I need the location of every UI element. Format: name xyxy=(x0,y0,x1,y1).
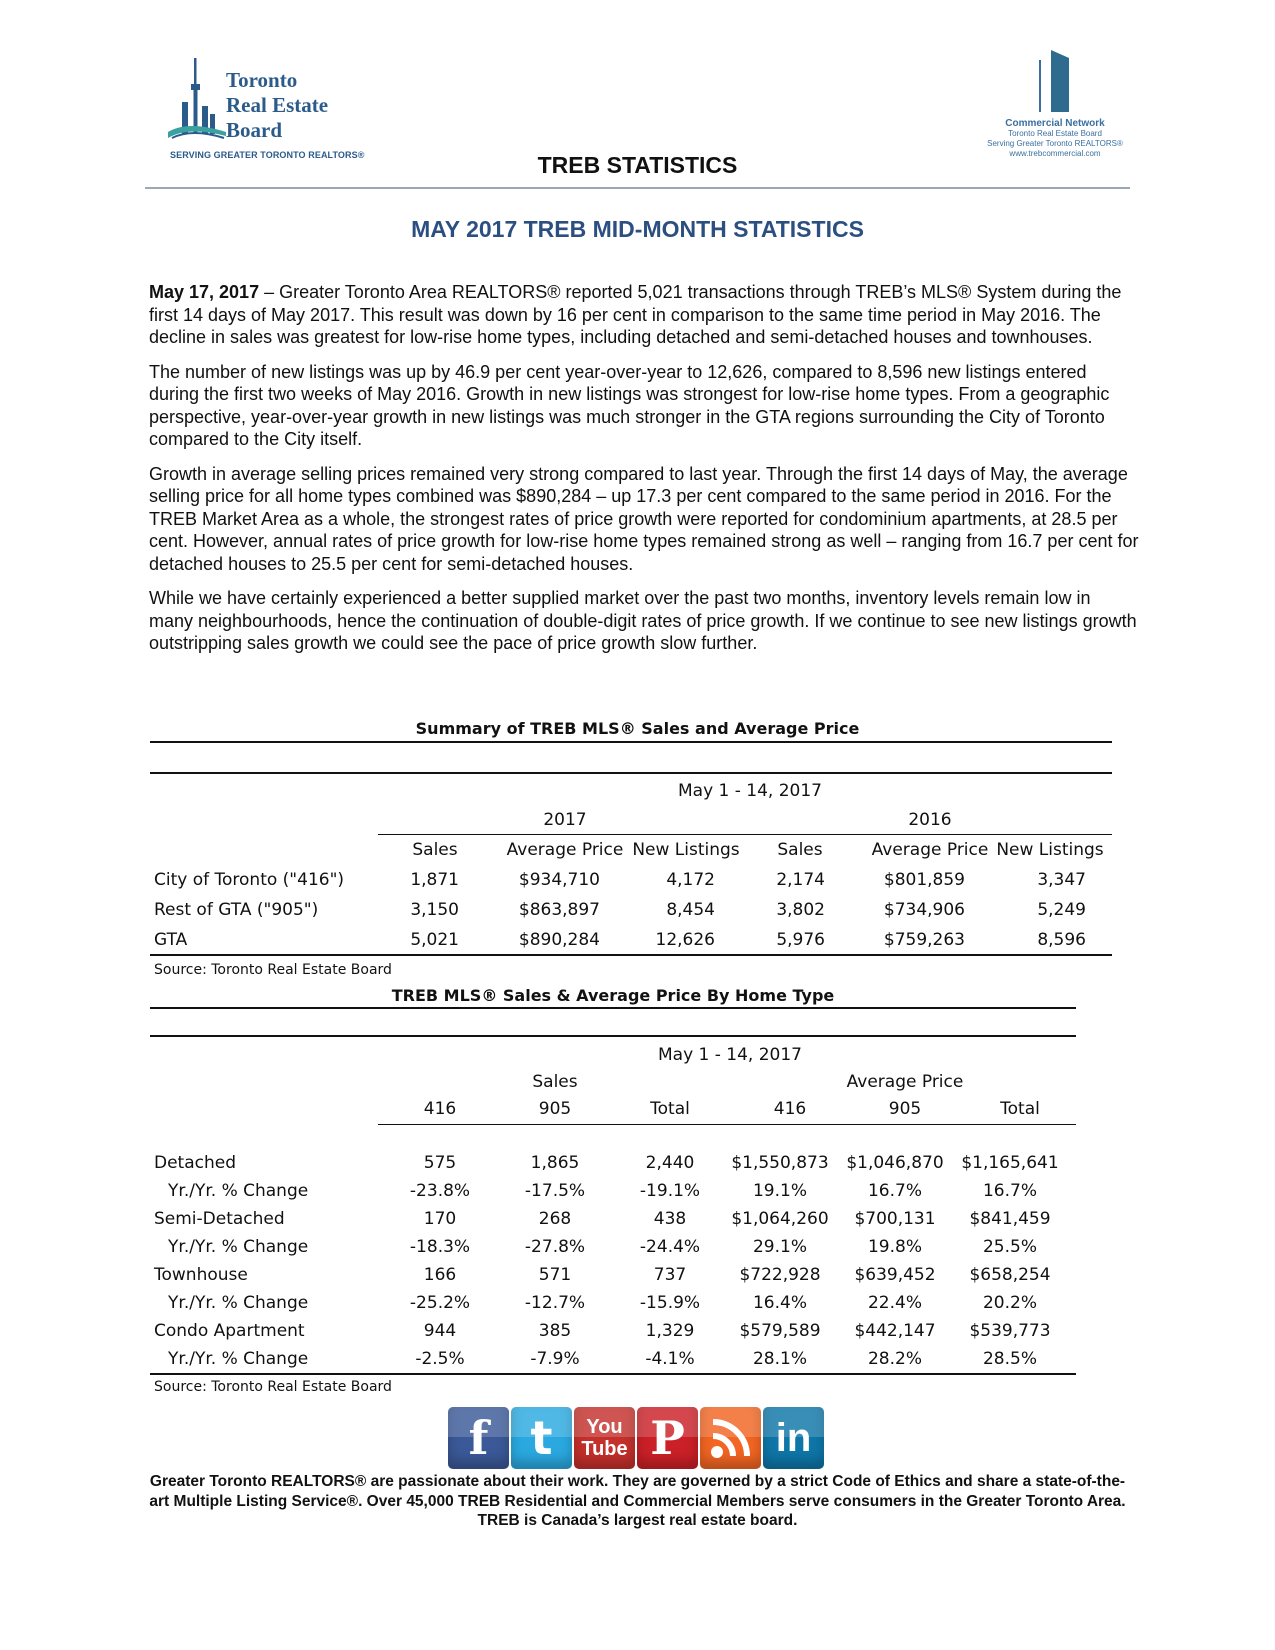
home-type-group-sales: Sales xyxy=(532,1072,578,1092)
commercial-network-line1: Toronto Real Estate Board xyxy=(1008,129,1102,138)
dateline: May 17, 2017 xyxy=(149,282,260,302)
table-cell: 170 xyxy=(423,1209,457,1229)
col-header: Sales xyxy=(412,840,458,860)
table-cell: $722,928 xyxy=(739,1265,821,1285)
table-cell: $1,046,870 xyxy=(846,1153,944,1173)
table-cell: $863,897 xyxy=(518,900,600,920)
table-cell: 385 xyxy=(538,1321,572,1341)
home-type-table-title: TREB MLS® Sales & Average Price By Home Type xyxy=(391,986,835,1005)
table-cell: 166 xyxy=(423,1265,457,1285)
summary-table-year-2016: 2016 xyxy=(908,810,952,830)
paragraph-2: The number of new listings was up by 46.9 per cent year-over-year to 12,626, compared to 8,596 new listings entered during the first two weeks of May 2016. Growth in new listings was strongest for low-rise home types. From a geographic perspective, year-over-year growth in new listings was much stronger in the GTA regions surrounding the City of Toronto compared to the City itself. xyxy=(149,361,1110,449)
home-type-table-period: May 1 - 14, 2017 xyxy=(657,1045,802,1065)
table-cell: -17.5% xyxy=(524,1181,586,1201)
commercial-network-url: www.trebcommercial.com xyxy=(1009,149,1101,158)
table-cell: $442,147 xyxy=(854,1321,936,1341)
linkedin-icon-glyph: in xyxy=(775,1415,812,1460)
table-cell: 25.5% xyxy=(982,1237,1037,1257)
table-cell: -27.8% xyxy=(524,1237,586,1257)
row-label: Yr./Yr. % Change xyxy=(168,1237,309,1257)
page-title: MAY 2017 TREB MID-MONTH STATISTICS xyxy=(411,216,864,242)
facebook-icon[interactable] xyxy=(448,1407,509,1469)
table-cell: -7.9% xyxy=(530,1349,580,1369)
col-header: Average Price xyxy=(506,840,624,860)
row-label: Yr./Yr. % Change xyxy=(168,1181,309,1201)
table-cell: 28.5% xyxy=(982,1349,1037,1369)
table-cell: -25.2% xyxy=(409,1293,471,1313)
table-cell: $700,131 xyxy=(854,1209,936,1229)
summary-table-rule-bottom xyxy=(150,954,1112,956)
table-cell: 29.1% xyxy=(752,1237,807,1257)
col-header: New Listings xyxy=(996,840,1104,860)
table-cell: 12,626 xyxy=(655,930,715,950)
paragraph-1-text: – Greater Toronto Area REALTORS® reported 5,021 transactions through TREB’s MLS® System during the first 14 days of May 2017. This result was down by 16 per cent in comparison to the same time period in May 2016. The decline in sales was greatest for low-rise home types, including detached and semi-detached houses and townhouses. xyxy=(149,282,1122,347)
table-cell: 22.4% xyxy=(867,1293,922,1313)
row-label: GTA xyxy=(154,930,188,950)
row-label: Yr./Yr. % Change xyxy=(168,1293,309,1313)
table-cell: $759,263 xyxy=(883,930,965,950)
table-cell: 1,871 xyxy=(410,870,459,890)
table-cell: $539,773 xyxy=(969,1321,1051,1341)
paragraph-3: Growth in average selling prices remained very strong compared to last year. Through the first 14 days of May, the average selling price for all home types combined was $890,284 – up 17.3 per cent compared to the same period in 2016. For the TREB Market Area as a whole, the strongest rates of price growth were reported for condominium apartments, at 28.5 per cent. However, annual rates of price growth for low-rise home types remained strong as well – ranging from 16.7 per cent for detached houses to 25.5 per cent for semi-detached houses. xyxy=(149,463,1139,574)
table-cell: 19.1% xyxy=(752,1181,807,1201)
col-header: 416 xyxy=(773,1099,807,1119)
summary-table-year-2017: 2017 xyxy=(543,810,587,830)
table-cell: 571 xyxy=(538,1265,572,1285)
table-cell: 3,802 xyxy=(776,900,825,920)
paragraph-4: While we have certainly experienced a better supplied market over the past two months, inventory levels remain low in many neighbourhoods, hence the continuation of double-digit rates of price growth. If we continue to see new listings growth outstripping sales growth we could see the pace of price growth slow further. xyxy=(149,588,1137,653)
commercial-network-building-icon xyxy=(1035,50,1075,112)
table-cell: $658,254 xyxy=(969,1265,1051,1285)
table-cell: 16.7% xyxy=(982,1181,1037,1201)
youtube-icon-glyph: You Tube xyxy=(581,1416,628,1460)
paragraph-1 xyxy=(149,281,1139,349)
col-header: Total xyxy=(650,1099,690,1119)
table-cell: 1,329 xyxy=(645,1321,695,1341)
table-cell: 5,976 xyxy=(776,930,825,950)
table-cell: 16.4% xyxy=(752,1293,807,1313)
linkedin-icon[interactable] xyxy=(763,1407,824,1469)
summary-table-rule-2 xyxy=(150,772,1112,774)
table-cell: $841,459 xyxy=(969,1209,1051,1229)
table-cell: $1,165,641 xyxy=(961,1153,1059,1173)
youtube-icon[interactable] xyxy=(574,1407,635,1469)
table-cell: 575 xyxy=(423,1153,457,1173)
row-label: Townhouse xyxy=(154,1265,248,1285)
table-cell: 3,150 xyxy=(410,900,459,920)
col-header: Total xyxy=(1000,1099,1040,1119)
table-cell: 5,021 xyxy=(410,930,459,950)
row-label: Rest of GTA ("905") xyxy=(154,900,319,920)
table-cell: -24.4% xyxy=(639,1237,701,1257)
treb-logo-tagline: SERVING GREATER TORONTO REALTORS® xyxy=(170,150,365,160)
home-type-table-source: Source: Toronto Real Estate Board xyxy=(154,1379,392,1395)
row-label: Condo Apartment xyxy=(154,1321,305,1341)
row-label: Semi-Detached xyxy=(154,1209,285,1229)
table-cell: 3,347 xyxy=(1037,870,1086,890)
table-cell: $1,550,873 xyxy=(731,1153,829,1173)
col-header: 905 xyxy=(888,1099,922,1119)
table-cell: -18.3% xyxy=(409,1237,471,1257)
commercial-network-line2: Serving Greater Toronto REALTORS® xyxy=(987,139,1123,148)
table-cell: -12.7% xyxy=(524,1293,586,1313)
home-type-table-rule-2 xyxy=(150,1035,1076,1037)
col-header: 416 xyxy=(423,1099,457,1119)
commercial-network-title: Commercial Network xyxy=(1005,118,1105,129)
home-type-table-rule-top xyxy=(150,1007,1076,1009)
home-type-group-price: Average Price xyxy=(846,1072,964,1092)
summary-table-title: Summary of TREB MLS® Sales and Average Price xyxy=(415,719,860,738)
table-cell: 28.1% xyxy=(752,1349,807,1369)
row-label: City of Toronto ("416") xyxy=(154,870,345,890)
summary-table-rule-top xyxy=(150,741,1112,743)
row-label: Yr./Yr. % Change xyxy=(168,1349,309,1369)
table-cell: 2,174 xyxy=(776,870,825,890)
table-cell: -15.9% xyxy=(639,1293,701,1313)
table-cell: 268 xyxy=(538,1209,572,1229)
table-cell: 438 xyxy=(653,1209,687,1229)
footer-text: Greater Toronto REALTORS® are passionate about their work. They are governed by a strict Code of Ethics and share a state-of-the-art Multiple Listing Service®. Over 45,000 TREB Residential and Commercial Members serve consumers in the Greater Toronto Area. TREB is Canada’s largest real estate board. xyxy=(149,1473,1126,1529)
social-links xyxy=(448,1407,826,1469)
table-cell: 4,172 xyxy=(666,870,715,890)
pinterest-icon[interactable] xyxy=(637,1407,698,1469)
table-cell: 16.7% xyxy=(867,1181,922,1201)
home-type-table-rule-bottom xyxy=(150,1373,1076,1375)
table-cell: $934,710 xyxy=(518,870,600,890)
col-header: Average Price xyxy=(871,840,989,860)
treb-logo-name: Toronto Real Estate Board xyxy=(226,68,329,142)
table-cell: $1,064,260 xyxy=(731,1209,829,1229)
col-header: Sales xyxy=(777,840,823,860)
rss-icon[interactable] xyxy=(700,1407,761,1469)
table-cell: 944 xyxy=(423,1321,457,1341)
table-cell: 737 xyxy=(653,1265,687,1285)
table-cell: $890,284 xyxy=(518,930,600,950)
table-cell: 19.8% xyxy=(867,1237,922,1257)
table-cell: 2,440 xyxy=(645,1153,695,1173)
table-cell: $639,452 xyxy=(854,1265,936,1285)
table-cell: -19.1% xyxy=(639,1181,701,1201)
table-cell: 28.2% xyxy=(867,1349,922,1369)
pinterest-icon-glyph: P xyxy=(650,1411,685,1465)
table-cell: $801,859 xyxy=(883,870,965,890)
facebook-icon-glyph: f xyxy=(468,1411,489,1465)
summary-table-source: Source: Toronto Real Estate Board xyxy=(154,962,392,978)
table-cell: $579,589 xyxy=(739,1321,821,1341)
summary-table-header-rule xyxy=(378,834,1112,835)
table-cell: 8,596 xyxy=(1037,930,1086,950)
table-cell: -2.5% xyxy=(415,1349,465,1369)
article-body xyxy=(149,281,1139,667)
twitter-icon-glyph: t xyxy=(530,1411,553,1465)
table-cell: 5,249 xyxy=(1037,900,1086,920)
header-divider xyxy=(145,187,1130,189)
home-type-table-header-rule xyxy=(378,1124,1076,1125)
table-cell: -23.8% xyxy=(409,1181,471,1201)
twitter-icon[interactable] xyxy=(511,1407,572,1469)
table-cell: 8,454 xyxy=(666,900,715,920)
table-cell: $734,906 xyxy=(883,900,965,920)
table-cell: 1,865 xyxy=(530,1153,580,1173)
col-header: 905 xyxy=(538,1099,572,1119)
table-cell: -4.1% xyxy=(645,1349,695,1369)
cn-tower-icon xyxy=(168,58,228,140)
row-label: Detached xyxy=(154,1153,237,1173)
summary-table-period: May 1 - 14, 2017 xyxy=(677,781,822,801)
header-title: TREB STATISTICS xyxy=(537,152,738,178)
col-header: New Listings xyxy=(632,840,740,860)
table-cell: 20.2% xyxy=(982,1293,1037,1313)
